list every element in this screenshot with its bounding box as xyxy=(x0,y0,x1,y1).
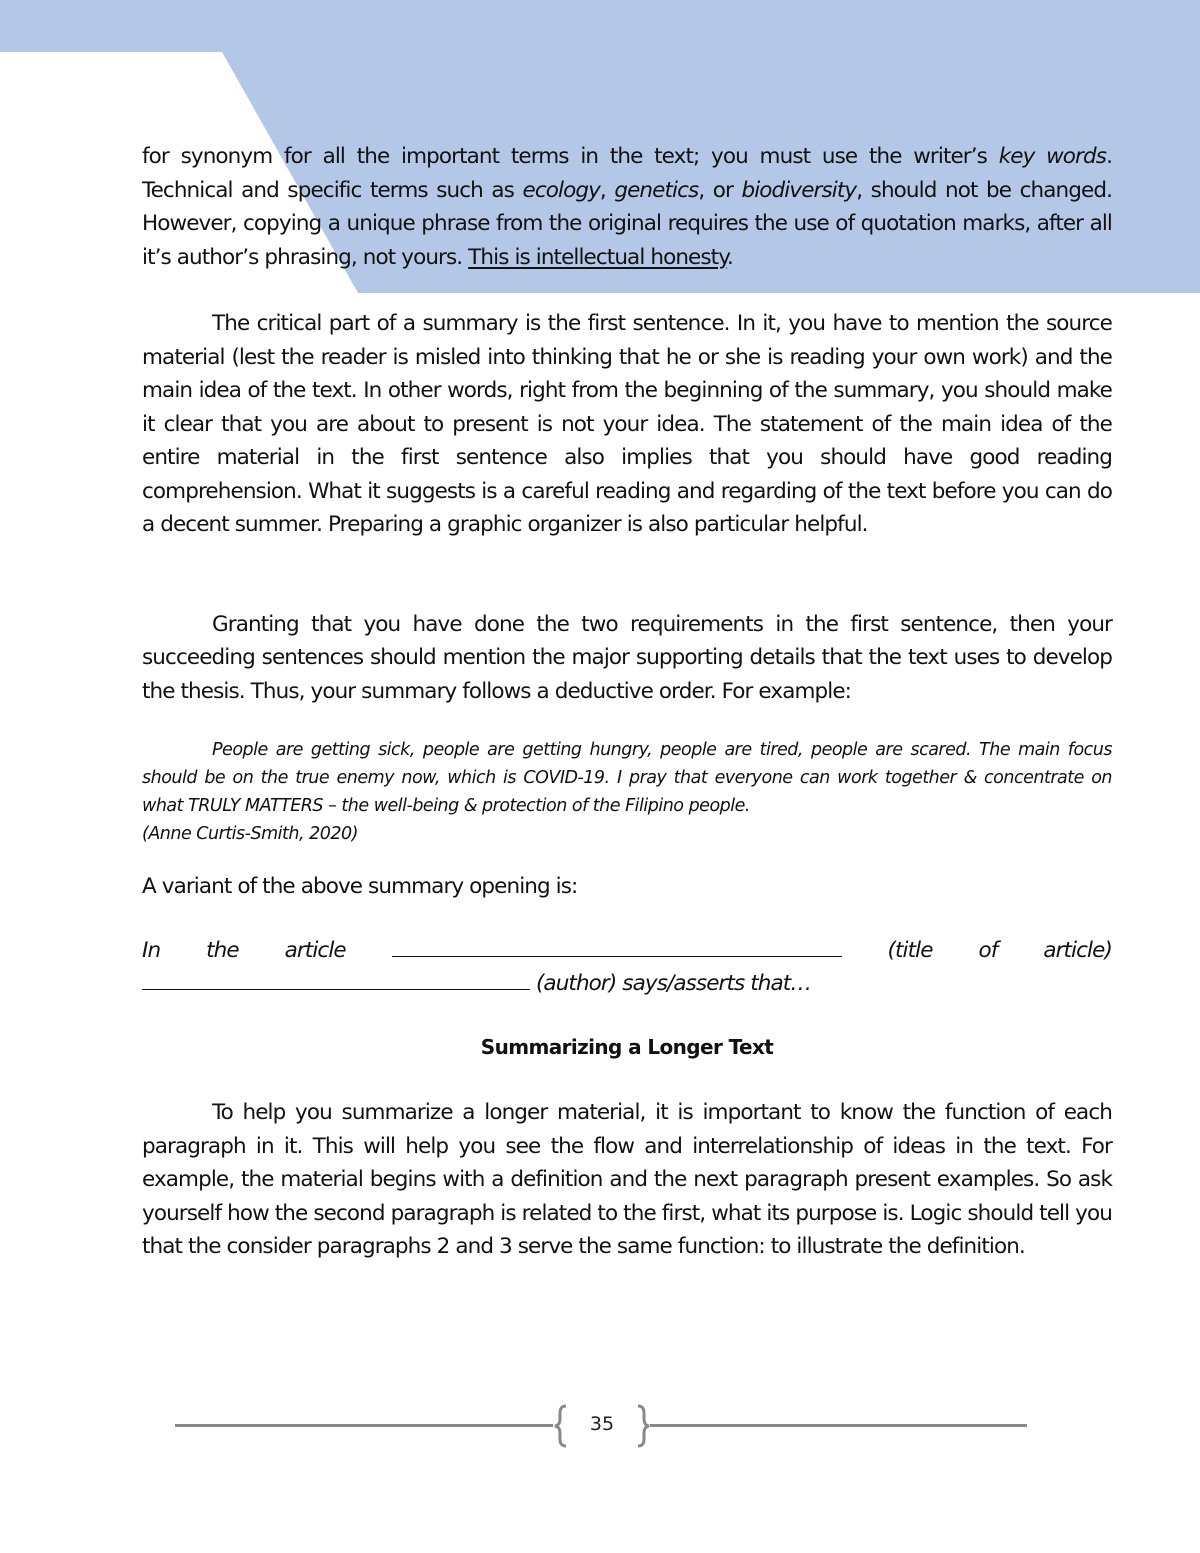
footer-rule-left xyxy=(175,1424,553,1427)
left-brace-icon xyxy=(553,1404,569,1448)
template-word-in: In xyxy=(142,937,161,963)
page-number: 35 xyxy=(589,1413,615,1435)
p1-text-3: , xyxy=(599,177,615,203)
page-footer xyxy=(175,1400,1027,1452)
p1-text-5: , should not be changed. However, copying a unique phrase from the original requires the use of quotation marks, after all it’s author’s phrasing, not yours. xyxy=(142,177,1113,270)
template-word-the: the xyxy=(206,937,239,963)
p1-emphasis-genetics: genetics xyxy=(614,177,699,203)
p1-emphasis-key-words: key words xyxy=(998,144,1107,169)
template-title-article: article) xyxy=(1043,937,1112,963)
paragraph-longer-text: To help you summarize a longer material, it is important to know the function of each paragraph in it. This will help you see the flow and interrelationship of ideas in the text. For example, the material begins with a definition and the next paragraph present examples. So ask yourself how the second paragraph is related to the first, what its purpose is. Logic should tell you that the consider paragraphs 2 and 3 serve the same function: to illustrate the definition. xyxy=(142,1100,1112,1259)
p1-underlined-phrase: This is intellectual honesty xyxy=(468,244,727,270)
title-blank-line xyxy=(392,938,842,957)
paragraph-supporting-details: Granting that you have done the two requirements in the first sentence, then your succeeding sentences should mention the major supporting details that the text uses to develop the thesis. Thus, your summary follows a deductive order. For example: xyxy=(142,611,1112,704)
p1-text-4: , or xyxy=(698,177,742,203)
footer-rule-right xyxy=(650,1424,1027,1427)
quote-citation: (Anne Curtis-Smith, 2020) xyxy=(142,824,358,844)
p1-emphasis-biodiversity: biodiversity xyxy=(741,177,857,203)
paragraph-first-sentence: The critical part of a summary is the first sentence. In it, you have to mention the source material (lest the reader is misled into thinking that he or she is reading your own work) and the main idea of the text. In other words, right from the beginning of the summary, you should make it clear that you are about to present is not your idea. The statement of the main idea of the entire material in the first sentence also implies that you should have good reading comprehension. What it suggests is a careful reading and regarding of the text before you can do a decent summer. Preparing a graphic organizer is also particular helpful. xyxy=(142,311,1112,537)
summary-template-line-1 xyxy=(142,934,1112,968)
template-author-suffix: (author) says/asserts that… xyxy=(535,971,811,996)
page-body xyxy=(142,140,1112,1264)
right-brace-icon xyxy=(635,1404,651,1448)
p1-text-6: . xyxy=(726,244,733,270)
template-title-of: of xyxy=(978,937,998,963)
p1-text-2: . Technical and specific terms such as xyxy=(142,144,1112,203)
template-word-article: article xyxy=(284,937,346,963)
section-heading: Summarizing a Longer Text xyxy=(480,1034,774,1059)
variant-intro: A variant of the above summary opening is: xyxy=(142,874,578,899)
paragraph-key-words xyxy=(142,140,1112,274)
example-quote xyxy=(142,736,1112,848)
summary-template-line-2 xyxy=(142,967,1112,1001)
p1-emphasis-ecology: ecology xyxy=(522,177,600,203)
template-title-label: (title xyxy=(887,937,933,963)
author-blank-line xyxy=(142,971,530,990)
p1-text-1: for synonym for all the important terms in the text; you must use the writer’s xyxy=(142,144,999,169)
quote-text: People are getting sick, people are getting hungry, people are tired, people are scared. The main focus should be on the true enemy now, which is COVID-19. I pray that everyone can work together & concentrate on what TRULY MATTERS – the well-being & protection of the Filipino people. xyxy=(142,740,1112,816)
